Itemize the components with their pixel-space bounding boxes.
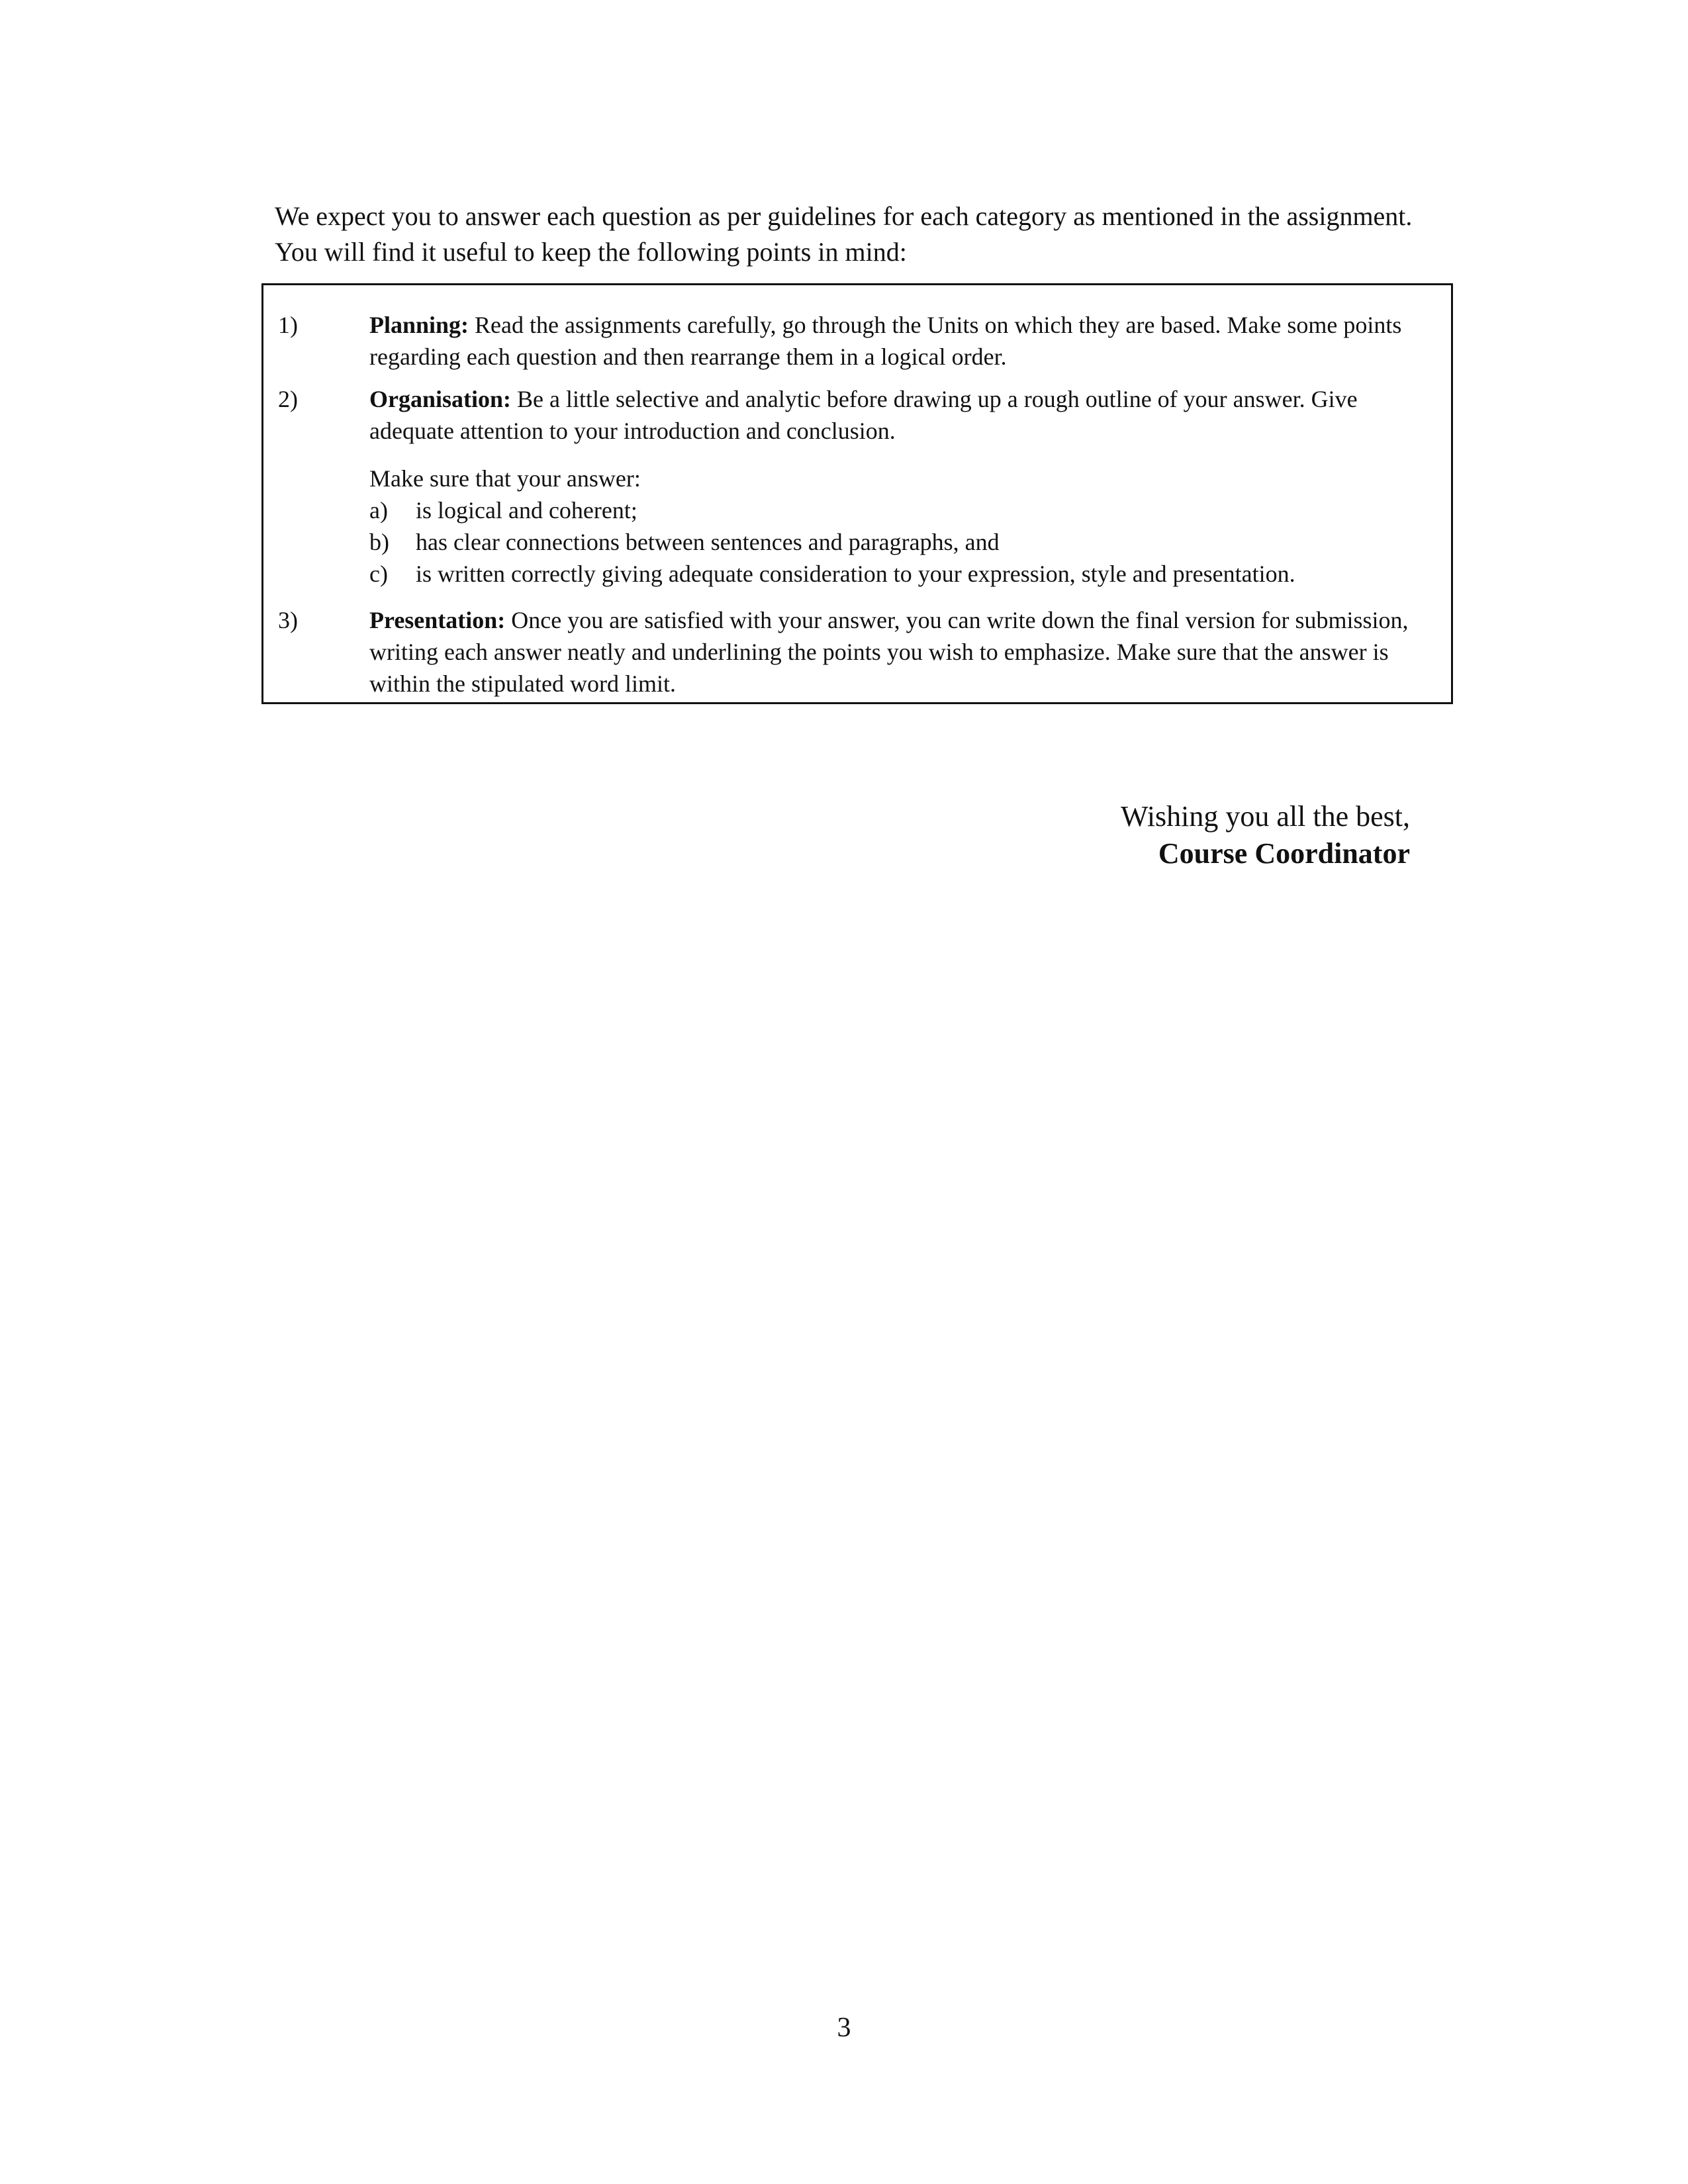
guideline-heading: Planning: — [369, 312, 469, 338]
guideline-body — [369, 604, 1422, 700]
guidelines-box — [261, 283, 1453, 704]
guideline-number: 2) — [278, 386, 298, 412]
checklist-text: has clear connections between sentences and paragraphs, and — [416, 529, 1000, 555]
checklist-text: is written correctly giving adequate consideration to your expression, style and presentation. — [416, 561, 1295, 587]
guideline-body — [369, 383, 1422, 447]
checklist-item — [369, 558, 1422, 590]
guideline-number: 1) — [278, 312, 298, 338]
signoff-role: Course Coordinator — [1158, 837, 1410, 870]
checklist-label: b) — [369, 529, 389, 555]
page-number: 3 — [837, 2013, 851, 2043]
guideline-body — [369, 309, 1422, 373]
signoff-greeting: Wishing you all the best, — [1121, 800, 1410, 833]
checklist-item — [369, 526, 1422, 558]
guideline-heading: Presentation: — [369, 607, 506, 633]
guideline-text: Once you are satisfied with your answer, you can write down the final version for submission, writing each answer neatly and underlining the points you wish to emphasize. Make sure that the answer is within the stipulated word limit. — [369, 607, 1409, 697]
guideline-number: 3) — [278, 607, 298, 633]
checklist-text: is logical and coherent; — [416, 497, 637, 523]
checklist-label: a) — [369, 497, 388, 523]
guideline-text: Be a little selective and analytic before drawing up a rough outline of your answer. Give adequate attention to your introduction and conclusion. — [369, 386, 1358, 444]
checklist-label: c) — [369, 561, 388, 587]
checklist-intro: Make sure that your answer: — [369, 465, 641, 492]
guideline-text: Read the assignments carefully, go through the Units on which they are based. Make some points regarding each question and then rearrange them in a logical order. — [369, 312, 1402, 370]
guideline-heading: Organisation: — [369, 386, 512, 412]
checklist-item — [369, 494, 1422, 526]
signoff — [1121, 798, 1410, 872]
intro-paragraph: We expect you to answer each question as per guidelines for each category as mentioned in the assignment. You will find it useful to keep the following points in mind: — [275, 201, 1413, 267]
